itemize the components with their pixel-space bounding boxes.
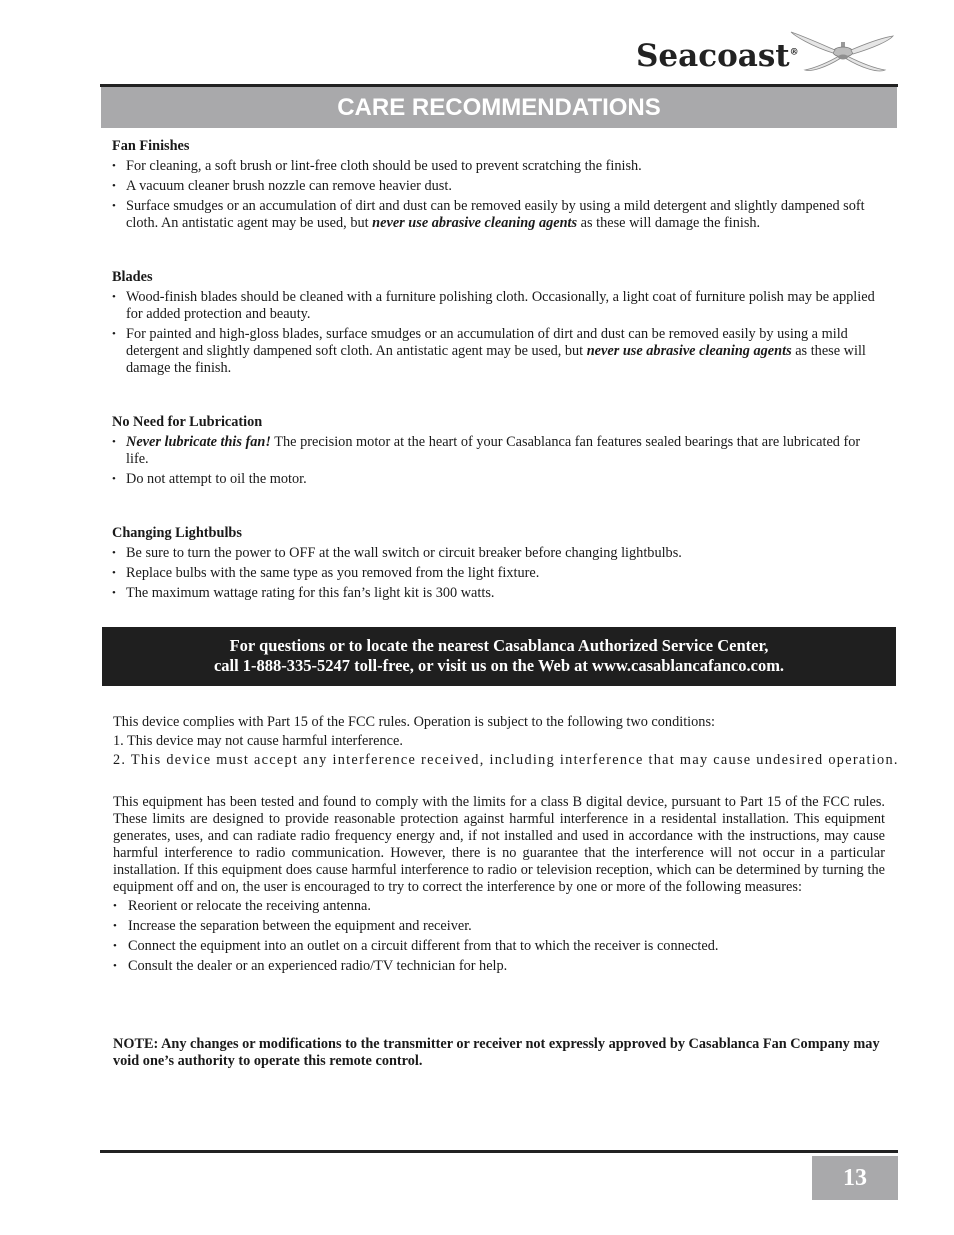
fcc-condition-2: 2. This device must accept any interference received, including interference that may cause undesired operation. bbox=[113, 752, 899, 768]
section-title: Fan Finishes bbox=[112, 138, 190, 154]
care-section bbox=[112, 414, 885, 488]
list-item bbox=[112, 434, 885, 468]
service-contact-box bbox=[102, 627, 896, 686]
ceiling-fan-icon bbox=[785, 28, 897, 74]
bullet-list bbox=[112, 545, 885, 602]
brand-name-text: Seacoast bbox=[636, 38, 790, 74]
list-item bbox=[112, 178, 885, 195]
bullet-list bbox=[112, 158, 885, 232]
fcc-measures-list bbox=[113, 898, 885, 975]
care-section bbox=[112, 269, 885, 377]
item-text: Do not attempt to oil the motor. bbox=[126, 471, 307, 487]
item-text: as these will damage the finish. bbox=[577, 215, 761, 231]
item-text: For cleaning, a soft brush or lint-free cloth should be used to prevent scratching the finish. bbox=[126, 158, 642, 174]
list-item bbox=[112, 289, 885, 323]
list-item bbox=[112, 158, 885, 175]
section-title: Blades bbox=[112, 269, 153, 285]
fcc-intro: This device complies with Part 15 of the FCC rules. Operation is subject to the following two conditions: bbox=[113, 714, 715, 730]
contact-line-2: call 1-888-335-5247 toll-free, or visit us on the Web at www.casablancafanco.com. bbox=[213, 656, 785, 675]
footer-rule bbox=[100, 1150, 898, 1153]
care-content bbox=[112, 138, 885, 639]
section-title: Changing Lightbulbs bbox=[112, 525, 242, 541]
item-text: A vacuum cleaner brush nozzle can remove heavier dust. bbox=[126, 178, 452, 194]
fcc-statement bbox=[113, 714, 899, 978]
remote-control-note: NOTE: Any changes or modifications to the transmitter or receiver not expressly approved by Casablanca Fan Company may void one’s authority to operate this remote control. bbox=[113, 1036, 880, 1069]
contact-line-1: For questions or to locate the nearest Casablanca Authorized Service Center, bbox=[229, 636, 769, 655]
item-text: The precision motor at the heart of your Casablanca fan features sealed bearings that are lubricated for life. bbox=[126, 434, 861, 467]
emphasis-text: never use abrasive cleaning agents bbox=[586, 343, 792, 359]
list-item bbox=[112, 326, 885, 377]
item-text: Surface smudges or an accumulation of dirt and dust can be removed easily by using a mild detergent and slightly dampened soft cloth. An antistatic agent may be used, but bbox=[126, 198, 865, 231]
item-text: as these will damage the finish. bbox=[126, 343, 866, 376]
list-item: • Consult the dealer or an experienced radio/TV technician for help. bbox=[113, 958, 885, 975]
list-item bbox=[112, 565, 885, 582]
fcc-paragraph: This equipment has been tested and found to comply with the limits for a class B digital device, pursuant to Part 15 of the FCC rules. These limits are designed to provide reasonable protection against harmful interference in a residental installation. This equipment generates, uses, and can radiate radio frequency energy and, if not installed and used in accordance with the instructions, may cause harmful interference to radio communication. However, there is no guarantee that the interference will not occur in a particular installation. If this equipment does cause harmful interference to radio or television reception, which can be determined by turning the equipment off and on, the user is encouraged to try to correct the interference by one or more of the following measures: bbox=[113, 794, 885, 895]
care-section bbox=[112, 138, 885, 232]
bullet-list bbox=[112, 289, 885, 377]
list-item bbox=[112, 471, 885, 488]
emphasis-text: never use abrasive cleaning agents bbox=[372, 215, 578, 231]
registered-mark: ® bbox=[789, 47, 799, 58]
fcc-condition-1: 1. This device may not cause harmful interference. bbox=[113, 733, 403, 749]
list-item: • Connect the equipment into an outlet on a circuit different from that to which the receiver is connected. bbox=[113, 938, 885, 955]
brand-name bbox=[636, 38, 799, 74]
emphasis-text: Never lubricate this fan! bbox=[126, 434, 271, 450]
brand-logo bbox=[630, 28, 910, 78]
item-text: Replace bulbs with the same type as you removed from the light fixture. bbox=[126, 565, 540, 581]
list-item bbox=[112, 198, 885, 232]
item-text: Wood-finish blades should be cleaned with a furniture polishing cloth. Occasionally, a light coat of furniture polish may be applied for added protection and beauty. bbox=[126, 289, 875, 322]
page-title: CARE RECOMMENDATIONS bbox=[101, 87, 897, 128]
page-number: 13 bbox=[812, 1156, 898, 1200]
item-text: For painted and high-gloss blades, surface smudges or an accumulation of dirt and dust can be removed easily by using a mild detergent and slightly dampened soft cloth. An antistatic agent may be used, but bbox=[126, 326, 848, 359]
list-item bbox=[112, 585, 885, 602]
care-section bbox=[112, 525, 885, 602]
list-item: • Increase the separation between the equipment and receiver. bbox=[113, 918, 885, 935]
bullet-list bbox=[112, 434, 885, 488]
list-item: • Reorient or relocate the receiving antenna. bbox=[113, 898, 885, 915]
item-text: The maximum wattage rating for this fan’s light kit is 300 watts. bbox=[126, 585, 495, 601]
section-title: No Need for Lubrication bbox=[112, 414, 263, 430]
item-text: Be sure to turn the power to OFF at the wall switch or circuit breaker before changing lightbulbs. bbox=[126, 545, 682, 561]
list-item bbox=[112, 545, 885, 562]
